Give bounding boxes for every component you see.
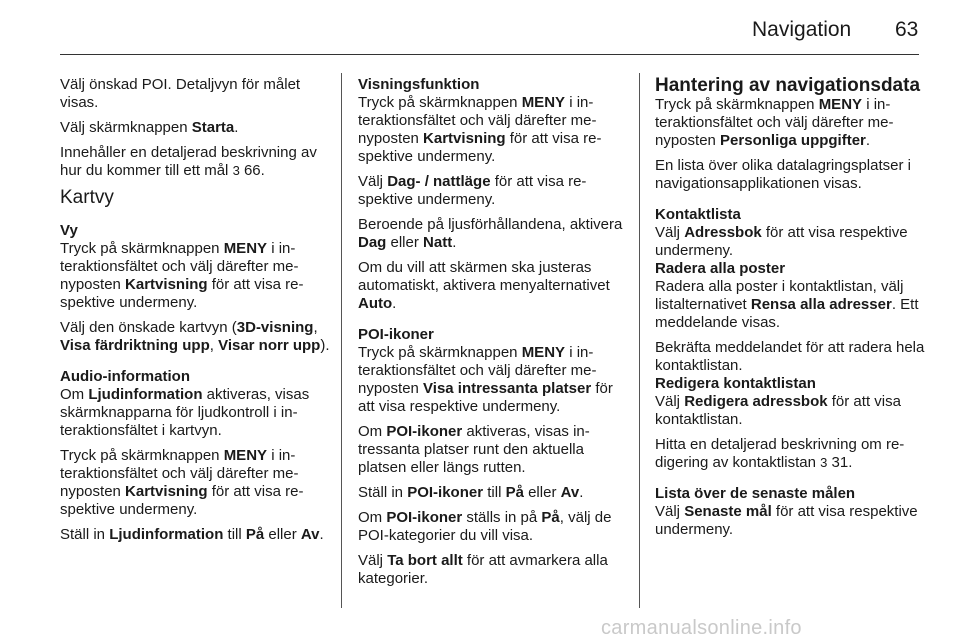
paragraph: Beroende på ljusförhållandena, aktivera Dag eller Natt. [358, 216, 623, 251]
paragraph: Innehåller en detaljerad beskrivning av hur du kommer till ett mål 3 66. [60, 144, 317, 179]
column-divider [639, 73, 640, 608]
paragraph: Om du vill att skärmen ska justeras automatiskt, aktivera menyalternativet Auto. [358, 259, 610, 312]
column-2 [358, 76, 628, 595]
subsection-heading: Vy [60, 222, 78, 239]
subsection-heading: Radera alla poster [655, 260, 786, 277]
paragraph: Välj Redigera adressbok för att visa kontaktlistan. [655, 393, 901, 428]
paragraph: Radera alla poster i kontaktlistan, välj listalternativet Rensa alla adresser. Ett meddelande visas. [655, 278, 919, 331]
paragraph: Välj Senaste mål för att visa respektive undermeny. [655, 503, 918, 538]
paragraph: Välj Adressbok för att visa respektive undermeny. [655, 224, 908, 259]
subsection-heading: Redigera kontaktlistan [655, 375, 816, 392]
paragraph: Tryck på skärmknappen MENY i interaktionsfältet och välj därefter menyposten Personliga uppgifter. [655, 96, 894, 149]
paragraph: Tryck på skärmknappen MENY i interaktionsfältet och välj därefter menyposten Kartvisning för att visa respektive undermeny. [358, 94, 602, 165]
page-number: 63 [895, 18, 919, 41]
section-heading: Kartvy [60, 187, 114, 208]
subsection-heading: Lista över de senaste målen [655, 485, 856, 502]
column-1 [60, 76, 330, 551]
paragraph: Välj önskad POI. Detaljvyn för målet visas. [60, 76, 301, 111]
header-divider [60, 54, 919, 55]
paragraph: Tryck på skärmknappen MENY i interaktionsfältet och välj därefter menyposten Kartvisning för att visa respektive undermeny. [60, 447, 304, 518]
subsection-heading: Audio-information [60, 368, 190, 385]
page-ref-arrow-icon: 3 [232, 163, 240, 178]
paragraph: Om POI-ikoner aktiveras, visas intressanta platser runt den aktuella platsen eller längs rutten. [358, 423, 590, 476]
column-divider [341, 73, 342, 608]
paragraph: Tryck på skärmknappen MENY i interaktionsfältet och välj därefter menyposten Visa intressanta platser för att visa respektive undermeny. [358, 344, 613, 415]
paragraph: Välj den önskade kartvyn (3D-visning, Visa färdriktning upp, Visar norr upp). [60, 319, 330, 354]
page-ref-arrow-icon: 3 [820, 455, 828, 470]
paragraph: Tryck på skärmknappen MENY i interaktionsfältet och välj därefter menyposten Kartvisning för att visa respektive undermeny. [60, 240, 304, 311]
paragraph: Välj Ta bort allt för att avmarkera alla kategorier. [358, 552, 608, 587]
section-heading: Hantering av navigationsdata [655, 75, 921, 96]
column-3 [655, 76, 927, 546]
subsection-heading: POI-ikoner [358, 326, 434, 343]
paragraph: Bekräfta meddelandet för att radera hela kontaktlistan. [655, 339, 925, 374]
subsection-heading: Kontaktlista [655, 206, 741, 223]
page-title: Navigation [752, 18, 852, 41]
paragraph: Om Ljudinformation aktiveras, visas skärmknapparna för ljudkontroll i interaktionsfältet i kartvyn. [60, 386, 310, 439]
paragraph: En lista över olika datalagringsplatser i navigationsapplikationen visas. [655, 157, 911, 192]
paragraph: Välj skärmknappen Starta. [60, 119, 239, 136]
paragraph: Ställ in POI-ikoner till På eller Av. [358, 484, 584, 501]
watermark: carmanualsonline.info [601, 617, 802, 639]
paragraph: Ställ in Ljudinformation till På eller Av. [60, 526, 324, 543]
paragraph: Om POI-ikoner ställs in på På, välj de POI-kategorier du vill visa. [358, 509, 612, 544]
subsection-heading: Visningsfunktion [358, 76, 480, 93]
paragraph: Välj Dag- / nattläge för att visa respektive undermeny. [358, 173, 587, 208]
paragraph: Hitta en detaljerad beskrivning om redigering av kontaktlistan 3 31. [655, 436, 905, 471]
